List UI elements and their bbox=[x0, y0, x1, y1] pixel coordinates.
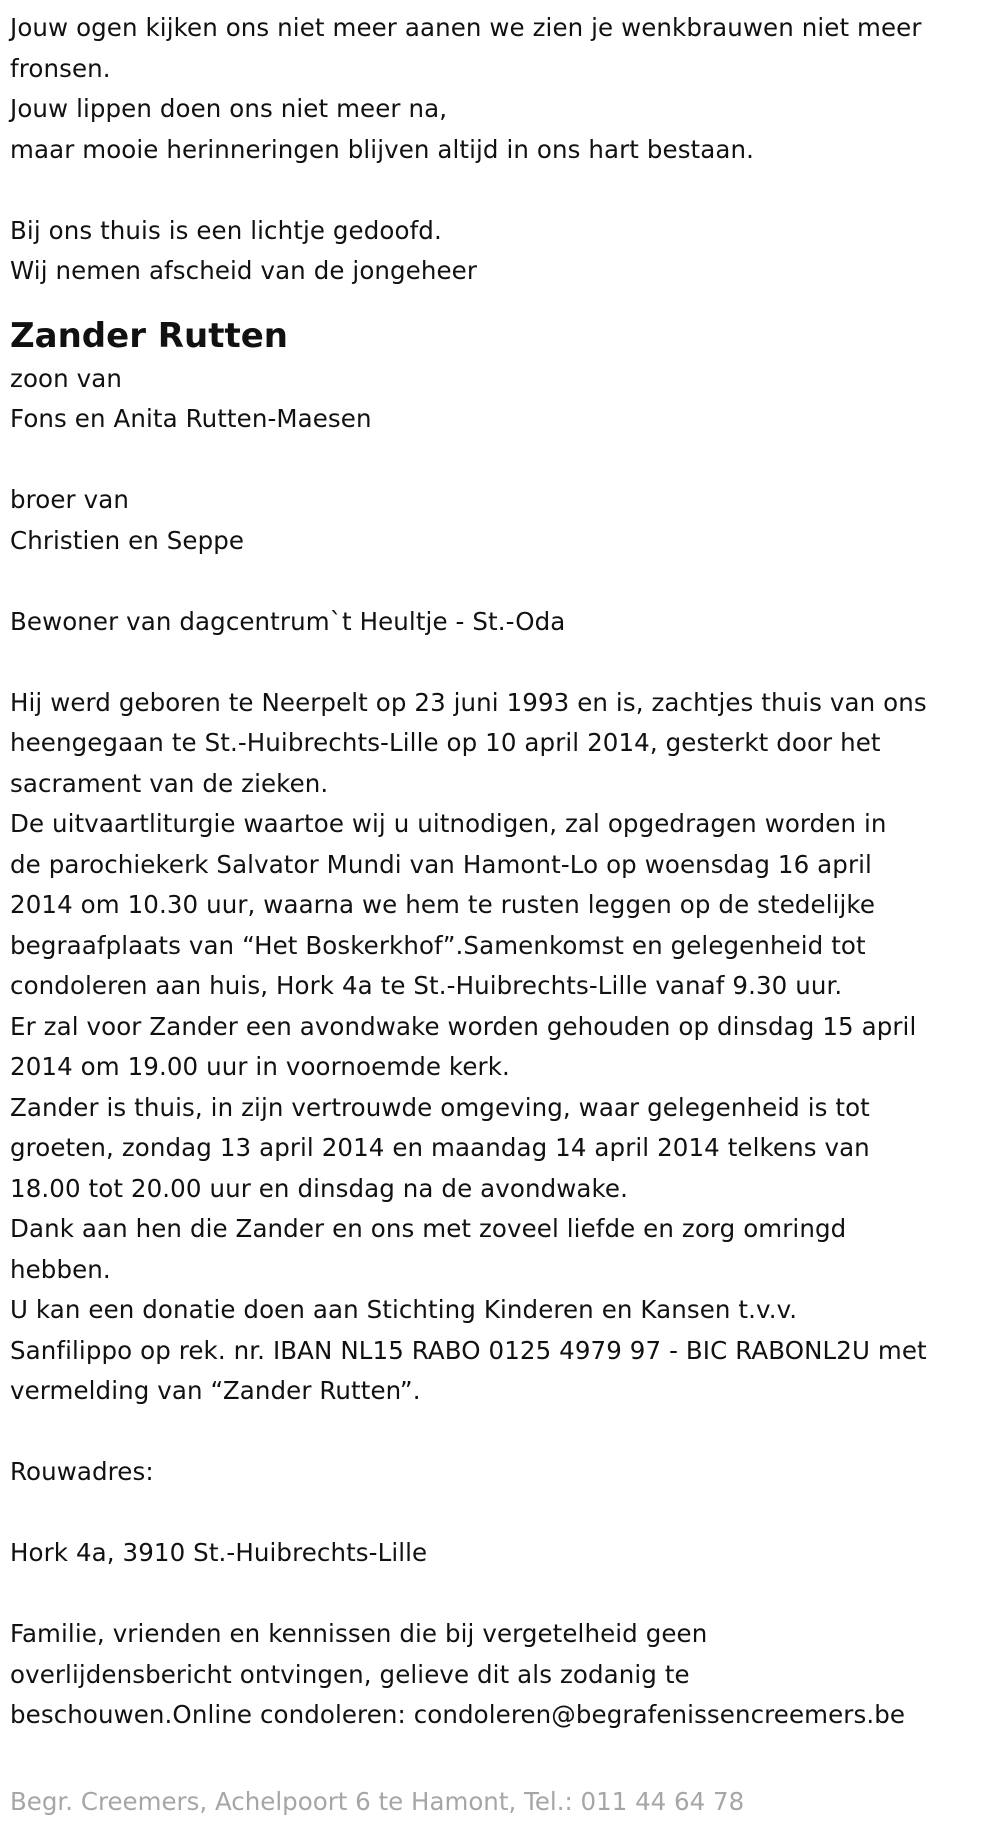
announcement-line: U kan een donatie doen aan Stichting Kinderen en Kansen t.v.v. bbox=[10, 1295, 798, 1324]
announcement-line: sacrament van de zieken. bbox=[10, 768, 329, 798]
poem-line: fronsen. bbox=[10, 53, 111, 83]
spacer bbox=[10, 170, 995, 211]
spacer bbox=[10, 561, 995, 602]
announcement-line: Hij werd geboren te Neerpelt op 23 juni 1993 en is, zachtjes thuis van ons bbox=[10, 687, 927, 717]
announcement-line: begraafplaats van “Het Boskerkhof”.Samenkomst en gelegenheid tot bbox=[10, 930, 866, 960]
funeral-home-footer: Begr. Creemers, Achelpoort 6 te Hamont, Tel.: 011 44 64 78 bbox=[10, 1787, 745, 1816]
spacer bbox=[10, 642, 995, 683]
intro-line: Wij nemen afscheid van de jongeheer bbox=[10, 256, 478, 285]
closing-line: beschouwen.Online condoleren: condoleren@begrafenissencreemers.be bbox=[10, 1700, 906, 1729]
announcement-line: 18.00 tot 20.00 uur en dinsdag na de avondwake. bbox=[10, 1173, 628, 1203]
resident-line: Bewoner van dagcentrum`t Heultje - St.-Oda bbox=[10, 606, 566, 636]
mourning-address-label: Rouwadres: bbox=[10, 1457, 154, 1486]
announcement-line: condoleren aan huis, Hork 4a te St.-Huibrechts-Lille vanaf 9.30 uur. bbox=[10, 971, 843, 1000]
brother-of-label: broer van bbox=[10, 485, 129, 514]
poem-line: maar mooie herinneringen blijven altijd in ons hart bestaan. bbox=[10, 134, 755, 164]
deceased-name: Zander Rutten bbox=[10, 315, 288, 356]
announcement-line: heengegaan te St.-Huibrechts-Lille op 10 april 2014, gesterkt door het bbox=[10, 728, 881, 757]
announcement-line: Er zal voor Zander een avondwake worden gehouden op dinsdag 15 april bbox=[10, 1011, 917, 1041]
spacer bbox=[10, 1574, 995, 1615]
son-of-label: zoon van bbox=[10, 363, 122, 393]
announcement-line: Zander is thuis, in zijn vertrouwde omgeving, waar gelegenheid is tot bbox=[10, 1092, 870, 1122]
announcement-line: De uitvaartliturgie waartoe wij u uitnodigen, zal opgedragen worden in bbox=[10, 809, 887, 838]
announcement-line: 2014 om 10.30 uur, waarna we hem te rusten leggen op de stedelijke bbox=[10, 890, 876, 919]
announcement-line: hebben. bbox=[10, 1254, 111, 1284]
siblings-names: Christien en Seppe bbox=[10, 525, 245, 555]
closing-line: Familie, vrienden en kennissen die bij vergetelheid geen bbox=[10, 1619, 708, 1648]
mourning-address: Hork 4a, 3910 St.-Huibrechts-Lille bbox=[10, 1538, 428, 1567]
obituary-notice bbox=[10, 8, 995, 1736]
announcement-line: Dank aan hen die Zander en ons met zoveel liefde en zorg omringd bbox=[10, 1214, 847, 1243]
intro-line: Bij ons thuis is een lichtje gedoofd. bbox=[10, 215, 442, 245]
parents-names: Fons en Anita Rutten-Maesen bbox=[10, 404, 372, 433]
poem-line: Jouw ogen kijken ons niet meer aanen we zien je wenkbrauwen niet meer bbox=[10, 13, 922, 42]
announcement-line: Sanfilippo op rek. nr. IBAN NL15 RABO 0125 4979 97 - BIC RABONL2U met bbox=[10, 1335, 927, 1365]
spacer bbox=[10, 440, 995, 481]
spacer bbox=[10, 1493, 995, 1534]
announcement-line: vermelding van “Zander Rutten”. bbox=[10, 1376, 421, 1405]
spacer bbox=[10, 1412, 995, 1453]
poem-line: Jouw lippen doen ons niet meer na, bbox=[10, 94, 448, 123]
announcement-line: de parochiekerk Salvator Mundi van Hamont-Lo op woensdag 16 april bbox=[10, 849, 872, 879]
announcement-line: 2014 om 19.00 uur in voornoemde kerk. bbox=[10, 1052, 510, 1081]
closing-line: overlijdensbericht ontvingen, gelieve dit als zodanig te bbox=[10, 1659, 690, 1689]
announcement-line: groeten, zondag 13 april 2014 en maandag 14 april 2014 telkens van bbox=[10, 1133, 870, 1162]
